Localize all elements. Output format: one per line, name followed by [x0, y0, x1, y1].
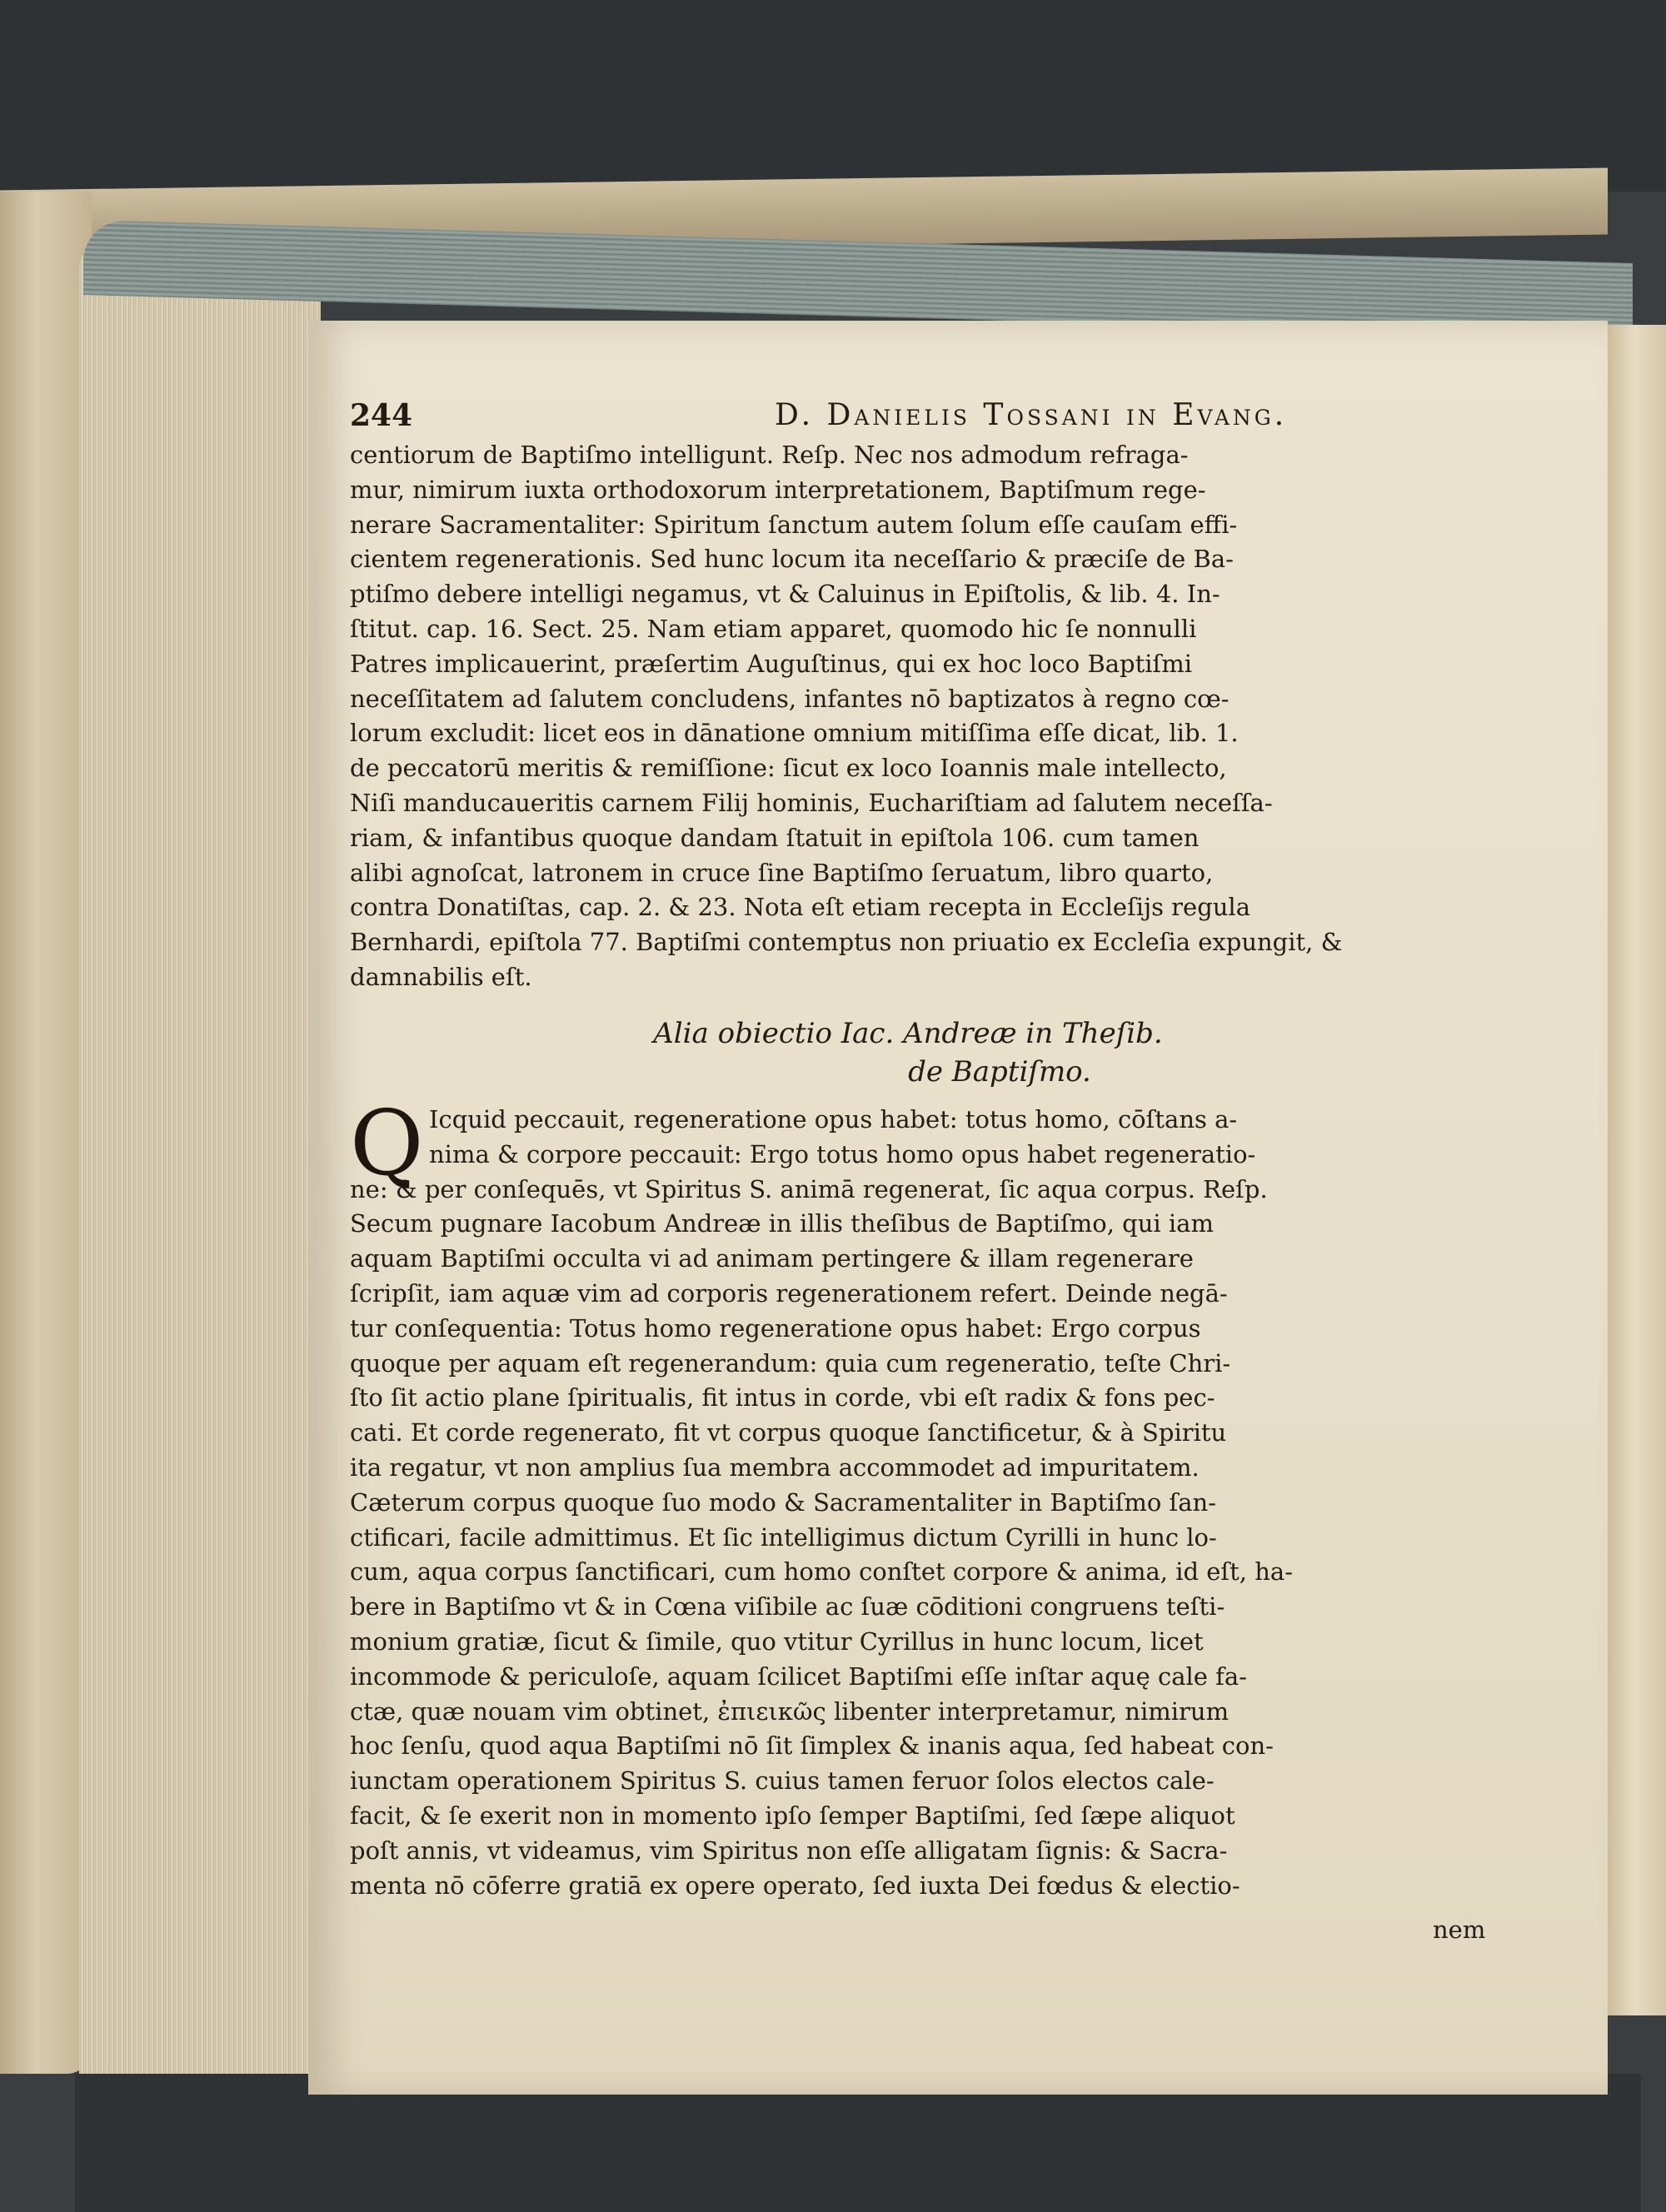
text-line: ctificari, facile admittimus. Et ſic intelligimus dictum Cyrilli in hunc lo- [350, 1522, 1217, 1552]
text-line: ſcripſit, iam aquæ vim ad corporis regenerationem refert. Deinde negā- [350, 1278, 1228, 1308]
text-line: menta nō cōferre gratiā ex opere operato, ſed iuxta Dei fœdus & electio- [350, 1871, 1240, 1900]
section-heading [350, 1014, 1466, 1091]
text-line: damnabilis eſt. [350, 962, 532, 991]
text-line: ctæ, quæ nouam vim obtinet, ἐπιεικῶς libenter interpretamur, nimirum [350, 1696, 1230, 1726]
text-line: cientem regenerationis. Sed hunc locum ita neceſſario & præciſe de Ba- [350, 545, 1234, 574]
text-line: monium gratiæ, ſicut & ſimile, quo vtitur Cyrillus in hunc locum, licet [350, 1627, 1204, 1656]
text-line: lorum excludit: licet eos in dānatione omnium mitiſſima eſſe dicat, lib. 1. [350, 719, 1239, 748]
paragraph-2 [350, 1092, 1483, 1903]
text-line: Secum pugnare Iacobum Andreæ in illis theſibus de Baptiſmo, qui iam [350, 1209, 1214, 1238]
text-line: neceſſitatem ad ſalutem concludens, infantes nō baptizatos à regno cœ- [350, 684, 1230, 713]
text-line: Cæterum corpus quoque ſuo modo & Sacramentaliter in Baptiſmo ſan- [350, 1487, 1217, 1517]
section-heading-line-1: Alia obiectio Iac. Andreæ in Theſib. [653, 1017, 1163, 1050]
text-line: Patres implicauerint, præſertim Auguſtinus, qui ex hoc loco Baptiſmi [350, 649, 1193, 678]
text-line: ptiſmo debere intelligi negamus, vt & Caluinus in Epiſtolis, & lib. 4. In- [350, 580, 1220, 609]
page-number: 244 [350, 398, 413, 433]
text-line: poſt annis, vt videamus, vim Spiritus non eſſe alligatam ſignis: & Sacra- [350, 1836, 1228, 1865]
running-header [350, 398, 1474, 440]
text-line: hoc ſenſu, quod aqua Baptiſmi nō ſit ſimplex & inanis aqua, ſed habeat con- [350, 1731, 1274, 1761]
text-line: Niſi manducaueritis carnem Filij hominis, Euchariſtiam ad ſalutem neceſſa- [350, 788, 1273, 817]
text-line: Icquid peccauit, regeneratione opus habet: totus homo, cōſtans a- [429, 1105, 1238, 1133]
section-heading-line-2: de Baptiſmo. [908, 1055, 1091, 1089]
page-edges [79, 237, 321, 2082]
text-line: de peccatorū meritis & remiſſione: ſicut ex loco Ioannis male intellecto, [350, 754, 1227, 783]
facing-page-edge [1604, 325, 1666, 2015]
text-line: mur, nimirum iuxta orthodoxorum interpretationem, Baptiſmum rege- [350, 475, 1206, 504]
book-cover-left [0, 192, 92, 2074]
text-line: cum, aqua corpus ſanctificari, cum homo conſtet corpore & anima, id eſt, ha- [350, 1557, 1294, 1587]
text-line: nerare Sacramentaliter: Spiritum ſanctum autem ſolum eſſe cauſam effi- [350, 510, 1238, 539]
text-line: tur conſequentia: Totus homo regeneratione opus habet: Ergo corpus [350, 1313, 1201, 1343]
text-line: riam, & infantibus quoque dandam ſtatuit in epiſtola 106. cum tamen [350, 823, 1200, 852]
text-line: incommode & periculoſe, aquam ſcilicet Baptiſmi eſſe inſtar aquę cale fa- [350, 1661, 1248, 1691]
text-line: bere in Baptiſmo vt & in Cœna viſibile ac ſuæ cōditioni congruens teſti- [350, 1592, 1225, 1622]
text-line: iunctam operationem Spiritus S. cuius tamen feruor ſolos electos cale- [350, 1766, 1215, 1796]
text-line: ſto ſit actio plane ſpiritualis, fit intus in corde, vbi eſt radix & fons pec- [350, 1383, 1215, 1412]
catchword: nem [1433, 1916, 1486, 1944]
text-line: contra Donatiſtas, cap. 2. & 23. Nota eſt etiam recepta in Eccleſijs regula [350, 893, 1251, 922]
paragraph-1 [350, 438, 1466, 995]
drop-cap: Q [350, 1092, 424, 1196]
text-line: quoque per aquam eſt regenerandum: quia cum regeneratio, teſte Chri- [350, 1348, 1231, 1378]
text-line: ita regatur, vt non amplius ſua membra accommodet ad impuritatem. [350, 1452, 1200, 1482]
text-line: nima & corpore peccauit: Ergo totus homo opus habet regeneratio- [429, 1139, 1256, 1168]
text-line: facit, & ſe exerit non in momento ipſo ſemper Baptiſmi, ſed ſæpe aliquot [350, 1801, 1235, 1830]
text-line: aquam Baptiſmi occulta vi ad animam pertingere & illam regenerare [350, 1244, 1194, 1273]
text-line: centiorum de Baptiſmo intelligunt. Reſp. Nec nos admodum refraga- [350, 441, 1189, 469]
text-line: Bernhardi, epiſtola 77. Baptiſmi contemptus non priuatio ex Eccleſia expungit, & [350, 928, 1343, 957]
text-line: alibi agnoſcat, latronem in cruce ſine Baptiſmo ſeruatum, libro quarto, [350, 858, 1214, 887]
running-title: D. Danielis Tossani in Evang. [775, 398, 1288, 432]
text-line: cati. Et corde regenerato, fit vt corpus quoque ſanctificetur, & à Spiritu [350, 1418, 1227, 1447]
text-line: ſtitut. cap. 16. Sect. 25. Nam etiam apparet, quomodo hic ſe nonnulli [350, 614, 1197, 643]
text-line: ne: & per conſequēs, vt Spiritus S. animā regenerat, ſic aqua corpus. Reſp. [350, 1174, 1268, 1203]
background-top [0, 0, 1666, 192]
